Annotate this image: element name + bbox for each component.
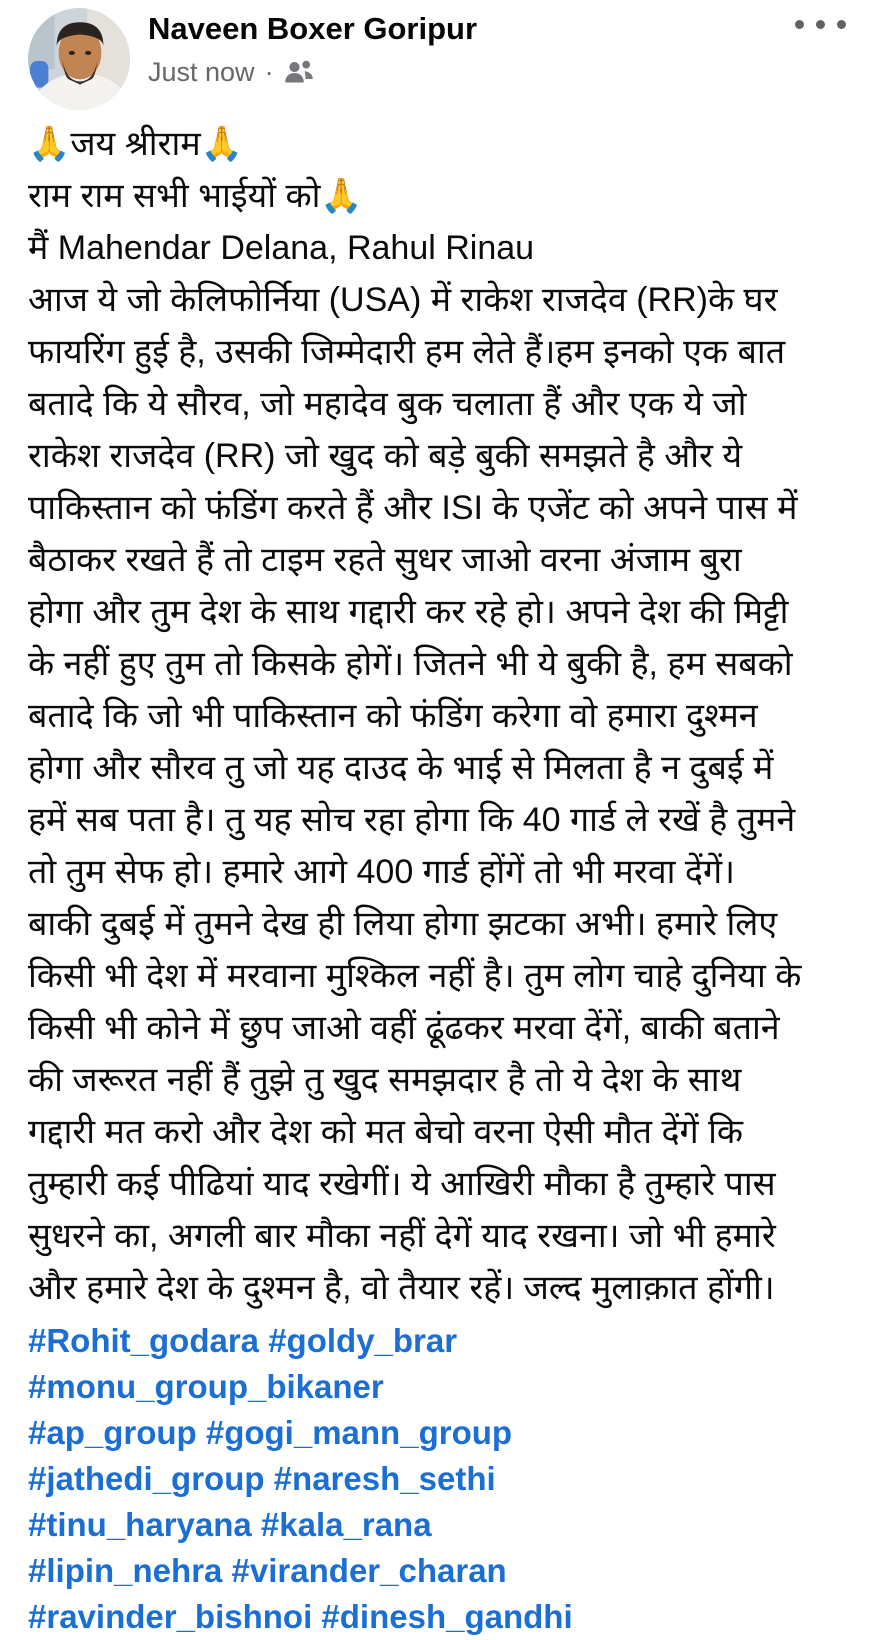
meta-separator: ·: [264, 56, 274, 87]
post-hashtags: [0, 1318, 874, 1640]
post-text-line: गद्दारी मत करो और देश को मत बेचो वरना ऐसी मौत देंगें कि: [28, 1113, 744, 1151]
post-text-line: हमें सब पता है। तु यह सोच रहा होगा कि 40 गार्ड ले रखें है तुमने: [28, 801, 796, 839]
profile-avatar[interactable]: [28, 8, 130, 110]
post-text-line: होगा और तुम देश के साथ गद्दारी कर रहे हो। अपने देश की मिट्टी: [28, 593, 789, 631]
hashtag-line[interactable]: #monu_group_bikaner: [28, 1368, 384, 1405]
friends-icon: [284, 59, 314, 85]
post-text-line: राम राम सभी भाईयों को🙏: [28, 177, 363, 215]
avatar-image: [28, 8, 130, 110]
hashtag-line[interactable]: #ap_group #gogi_mann_group: [28, 1414, 513, 1451]
post-text-line: राकेश राजदेव (RR) जो खुद को बड़े बुकी समझते है और ये: [28, 437, 743, 475]
post-text-line: फायरिंग हुई है, उसकी जिम्मेदारी हम लेते हैं।हम इनको एक बात: [28, 333, 786, 371]
post-text-line: किसी भी देश में मरवाना मुश्किल नहीं है। तुम लोग चाहे दुनिया के: [28, 957, 802, 995]
hashtag-line[interactable]: #jathedi_group #naresh_sethi: [28, 1460, 496, 1497]
post-text-line: पाकिस्तान को फंडिंग करते हैं और ISI के एजेंट को अपने पास में: [28, 489, 798, 527]
post-text-line: बतादे कि जो भी पाकिस्तान को फंडिंग करेगा वो हमारा दुश्मन: [28, 697, 758, 735]
post-text-line: सुधरने का, अगली बार मौका नहीं देगें याद रखना। जो भी हमारे: [28, 1217, 776, 1255]
ellipsis-dot: [816, 20, 825, 29]
post-options-button[interactable]: [789, 14, 852, 35]
header-info: [148, 8, 477, 88]
post-header: [0, 0, 874, 112]
post-meta: [148, 57, 477, 88]
post-text-line: बतादे कि ये सौरव, जो महादेव बुक चलाता हैं और एक ये जो: [28, 385, 747, 423]
hashtag-line[interactable]: #tinu_haryana #kala_rana: [28, 1506, 432, 1543]
profile-name[interactable]: Naveen Boxer Goripur: [148, 11, 478, 46]
post-text: [0, 118, 874, 1314]
post-text-line: किसी भी कोने में छुप जाओ वहीं ढूंढकर मरवा देंगें, बाकी बताने: [28, 1009, 780, 1047]
post-text-line: के नहीं हुए तुम तो किसके होगें। जितने भी ये बुकी है, हम सबको: [28, 645, 793, 683]
post-text-line: 🙏जय श्रीराम🙏: [28, 125, 243, 163]
post-text-line: बाकी दुबई में तुमने देख ही लिया होगा झटका अभी। हमारे लिए: [28, 905, 778, 943]
post-text-line: और हमारे देश के दुश्मन है, वो तैयार रहें। जल्द मुलाक़ात होंगी।: [28, 1269, 775, 1307]
timestamp[interactable]: Just now: [148, 56, 255, 87]
post-text-line: होगा और सौरव तु जो यह दाउद के भाई से मिलता है न दुबई में: [28, 749, 774, 787]
post-text-line: की जरूरत नहीं हैं तुझे तु खुद समझदार है तो ये देश के साथ: [28, 1061, 742, 1099]
hashtag-line[interactable]: #Rohit_godara #goldy_brar: [28, 1322, 458, 1359]
post-text-line: तुम्हारी कई पीढियां याद रखेगीं। ये आखिरी मौका है तुम्हारे पास: [28, 1165, 776, 1203]
hashtag-line[interactable]: #ravinder_bishnoi #dinesh_gandhi: [28, 1598, 573, 1635]
post-text-line: आज ये जो केलिफोर्निया (USA) में राकेश राजदेव (RR)के घर: [28, 281, 778, 319]
post-text-line: बैठाकर रखते हैं तो टाइम रहते सुधर जाओ वरना अंजाम बुरा: [28, 541, 742, 579]
post-text-line: तो तुम सेफ हो। हमारे आगे 400 गार्ड होंगें तो भी मरवा देंगें।: [28, 853, 735, 891]
ellipsis-dot: [795, 20, 804, 29]
hashtag-line[interactable]: #lipin_nehra #virander_charan: [28, 1552, 507, 1589]
ellipsis-dot: [837, 20, 846, 29]
post-text-line: मैं Mahendar Delana, Rahul Rinau: [28, 229, 535, 267]
